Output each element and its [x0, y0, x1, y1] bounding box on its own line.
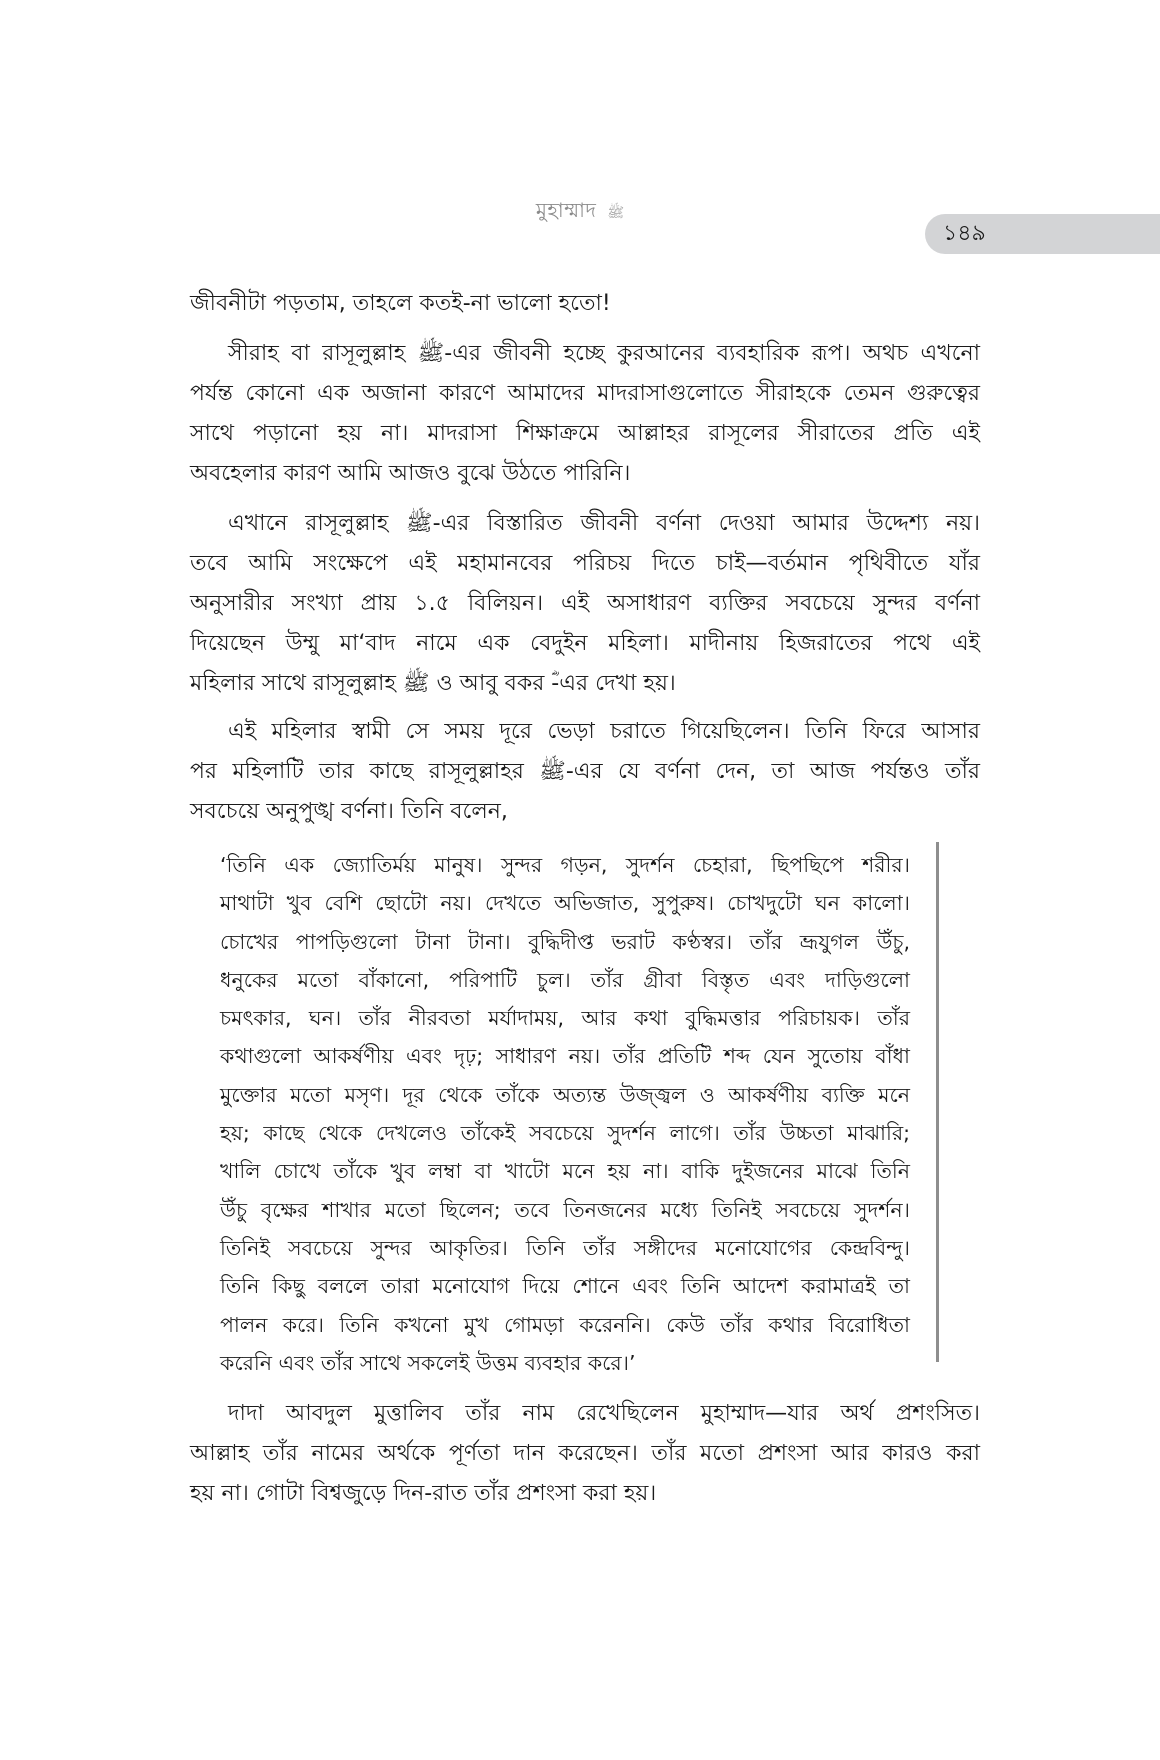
text-line: সীরাহ বা রাসূলুল্লাহ ﷺ-এর জীবনী হচ্ছে কুরআনের ব্যবহারিক রূপ। অথচ এখনো	[228, 341, 980, 366]
text-line: আল্লাহ তাঁর নামের অর্থকে পূর্ণতা দান করেছেন। তাঁর মতো প্রশংসা আর কারও করা	[190, 1441, 980, 1466]
paragraph-3	[190, 504, 980, 704]
text-line: জীবনীটা পড়তাম, তাহলে কতই-না ভালো হতো!	[190, 291, 611, 316]
quote-line: খালি চোখে তাঁকে খুব লম্বা বা খাটো মনে হয় না। বাকি দুইজনের মাঝে তিনি	[220, 1159, 910, 1184]
quote-line: মুক্তোর মতো মসৃণ। দূর থেকে তাঁকে অত্যন্ত উজ্জ্বল ও আকর্ষণীয় ব্যক্তি মনে	[220, 1082, 910, 1107]
quote-line: ধনুকের মতো বাঁকানো, পরিপাটি চুল। তাঁর গ্রীবা বিস্তৃত এবং দাড়িগুলো	[220, 967, 910, 992]
quote-line: চোখের পাপড়িগুলো টানা টানা। বুদ্ধিদীপ্ত ভরাট কণ্ঠস্বর। তাঁর ভ্রূযুগল উঁচু,	[220, 929, 910, 954]
text-line: এখানে রাসূলুল্লাহ ﷺ-এর বিস্তারিত জীবনী বর্ণনা দেওয়া আমার উদ্দেশ্য নয়।	[228, 511, 981, 536]
text-line: দিয়েছেন উম্মু মা‘বাদ নামে এক বেদুইন মহিলা। মাদীনায় হিজরাতের পথে এই	[190, 631, 980, 656]
text-line: সবচেয়ে অনুপুঙ্খ বর্ণনা। তিনি বলেন,	[190, 799, 508, 824]
quote-line: তিনিই সবচেয়ে সুন্দর আকৃতির। তিনি তাঁর সঙ্গীদের মনোযোগের কেন্দ্রবিন্দু।	[220, 1235, 910, 1260]
block-quote	[220, 846, 910, 1382]
paragraph-4	[190, 712, 980, 832]
text-line: অবহেলার কারণ আমি আজও বুঝে উঠতে পারিনি।	[190, 461, 631, 486]
paragraph-1	[190, 284, 980, 324]
text-line: দাদা আবদুল মুত্তালিব তাঁর নাম রেখেছিলেন মুহাম্মাদ—যার অর্থ প্রশংসিত।	[228, 1401, 980, 1426]
paragraph-5	[190, 1394, 980, 1514]
honorific-calligraphy-icon: ﷺ	[607, 205, 625, 221]
text-line: হয় না। গোটা বিশ্বজুড়ে দিন-রাত তাঁর প্রশংসা করা হয়।	[190, 1481, 657, 1506]
text-line: পর মহিলাটি তার কাছে রাসূলুল্লাহর ﷺ-এর যে বর্ণনা দেন, তা আজ পর্যন্তও তাঁর	[190, 759, 980, 784]
paragraph-2	[190, 334, 980, 494]
quote-line: করেনি এবং তাঁর সাথে সকলেই উত্তম ব্যবহার করে।’	[220, 1350, 636, 1375]
text-line: তবে আমি সংক্ষেপে এই মহামানবের পরিচয় দিতে চাই—বর্তমান পৃথিবীতে যাঁর	[190, 551, 980, 576]
quote-line: উঁচু বৃক্ষের শাখার মতো ছিলেন; তবে তিনজনের মধ্যে তিনিই সবচেয়ে সুদর্শন।	[220, 1197, 910, 1222]
text-line: সাথে পড়ানো হয় না। মাদরাসা শিক্ষাক্রমে আল্লাহর রাসূলের সীরাতের প্রতি এই	[190, 421, 980, 446]
text-line: পর্যন্ত কোনো এক অজানা কারণে আমাদের মাদরাসাগুলোতে সীরাহকে তেমন গুরুত্বের	[190, 381, 980, 406]
quote-line: চমৎকার, ঘন। তাঁর নীরবতা মর্যাদাময়, আর কথা বুদ্ধিমত্তার পরিচায়ক। তাঁর	[220, 1006, 910, 1031]
text-line: অনুসারীর সংখ্যা প্রায় ১.৫ বিলিয়ন। এই অসাধারণ ব্যক্তির সবচেয়ে সুন্দর বর্ণনা	[190, 591, 980, 616]
quote-vertical-rule	[936, 842, 939, 1362]
quote-line: তিনি কিছু বললে তারা মনোযোগ দিয়ে শোনে এবং তিনি আদেশ করামাত্রই তা	[220, 1274, 910, 1299]
text-line: এই মহিলার স্বামী সে সময় দূরে ভেড়া চরাতে গিয়েছিলেন। তিনি ফিরে আসার	[228, 719, 980, 744]
text-line: মহিলার সাথে রাসূলুল্লাহ ﷺ ও আবু বকর ؓ-এর দেখা হয়।	[190, 671, 676, 696]
page-number-tab	[925, 214, 1160, 254]
running-title: মুহাম্মাদ	[535, 198, 597, 222]
quote-line: পালন করে। তিনি কখনো মুখ গোমড়া করেননি। কেউ তাঁর কথার বিরোধিতা	[220, 1312, 910, 1337]
page-number: ১৪৯	[943, 221, 986, 246]
quote-line: হয়; কাছে থেকে দেখলেও তাঁকেই সবচেয়ে সুদর্শন লাগে। তাঁর উচ্চতা মাঝারি;	[220, 1121, 910, 1146]
quote-line: ‘তিনি এক জ্যোতির্ময় মানুষ। সুন্দর গড়ন, সুদর্শন চেহারা, ছিপছিপে শরীর।	[220, 853, 910, 877]
quote-line: কথাগুলো আকর্ষণীয় এবং দৃঢ়; সাধারণ নয়। তাঁর প্রতিটি শব্দ যেন সুতোয় বাঁধা	[220, 1044, 910, 1069]
quote-line: মাথাটা খুব বেশি ছোটো নয়। দেখতে অভিজাত, সুপুরুষ। চোখদুটো ঘন কালো।	[220, 891, 910, 916]
